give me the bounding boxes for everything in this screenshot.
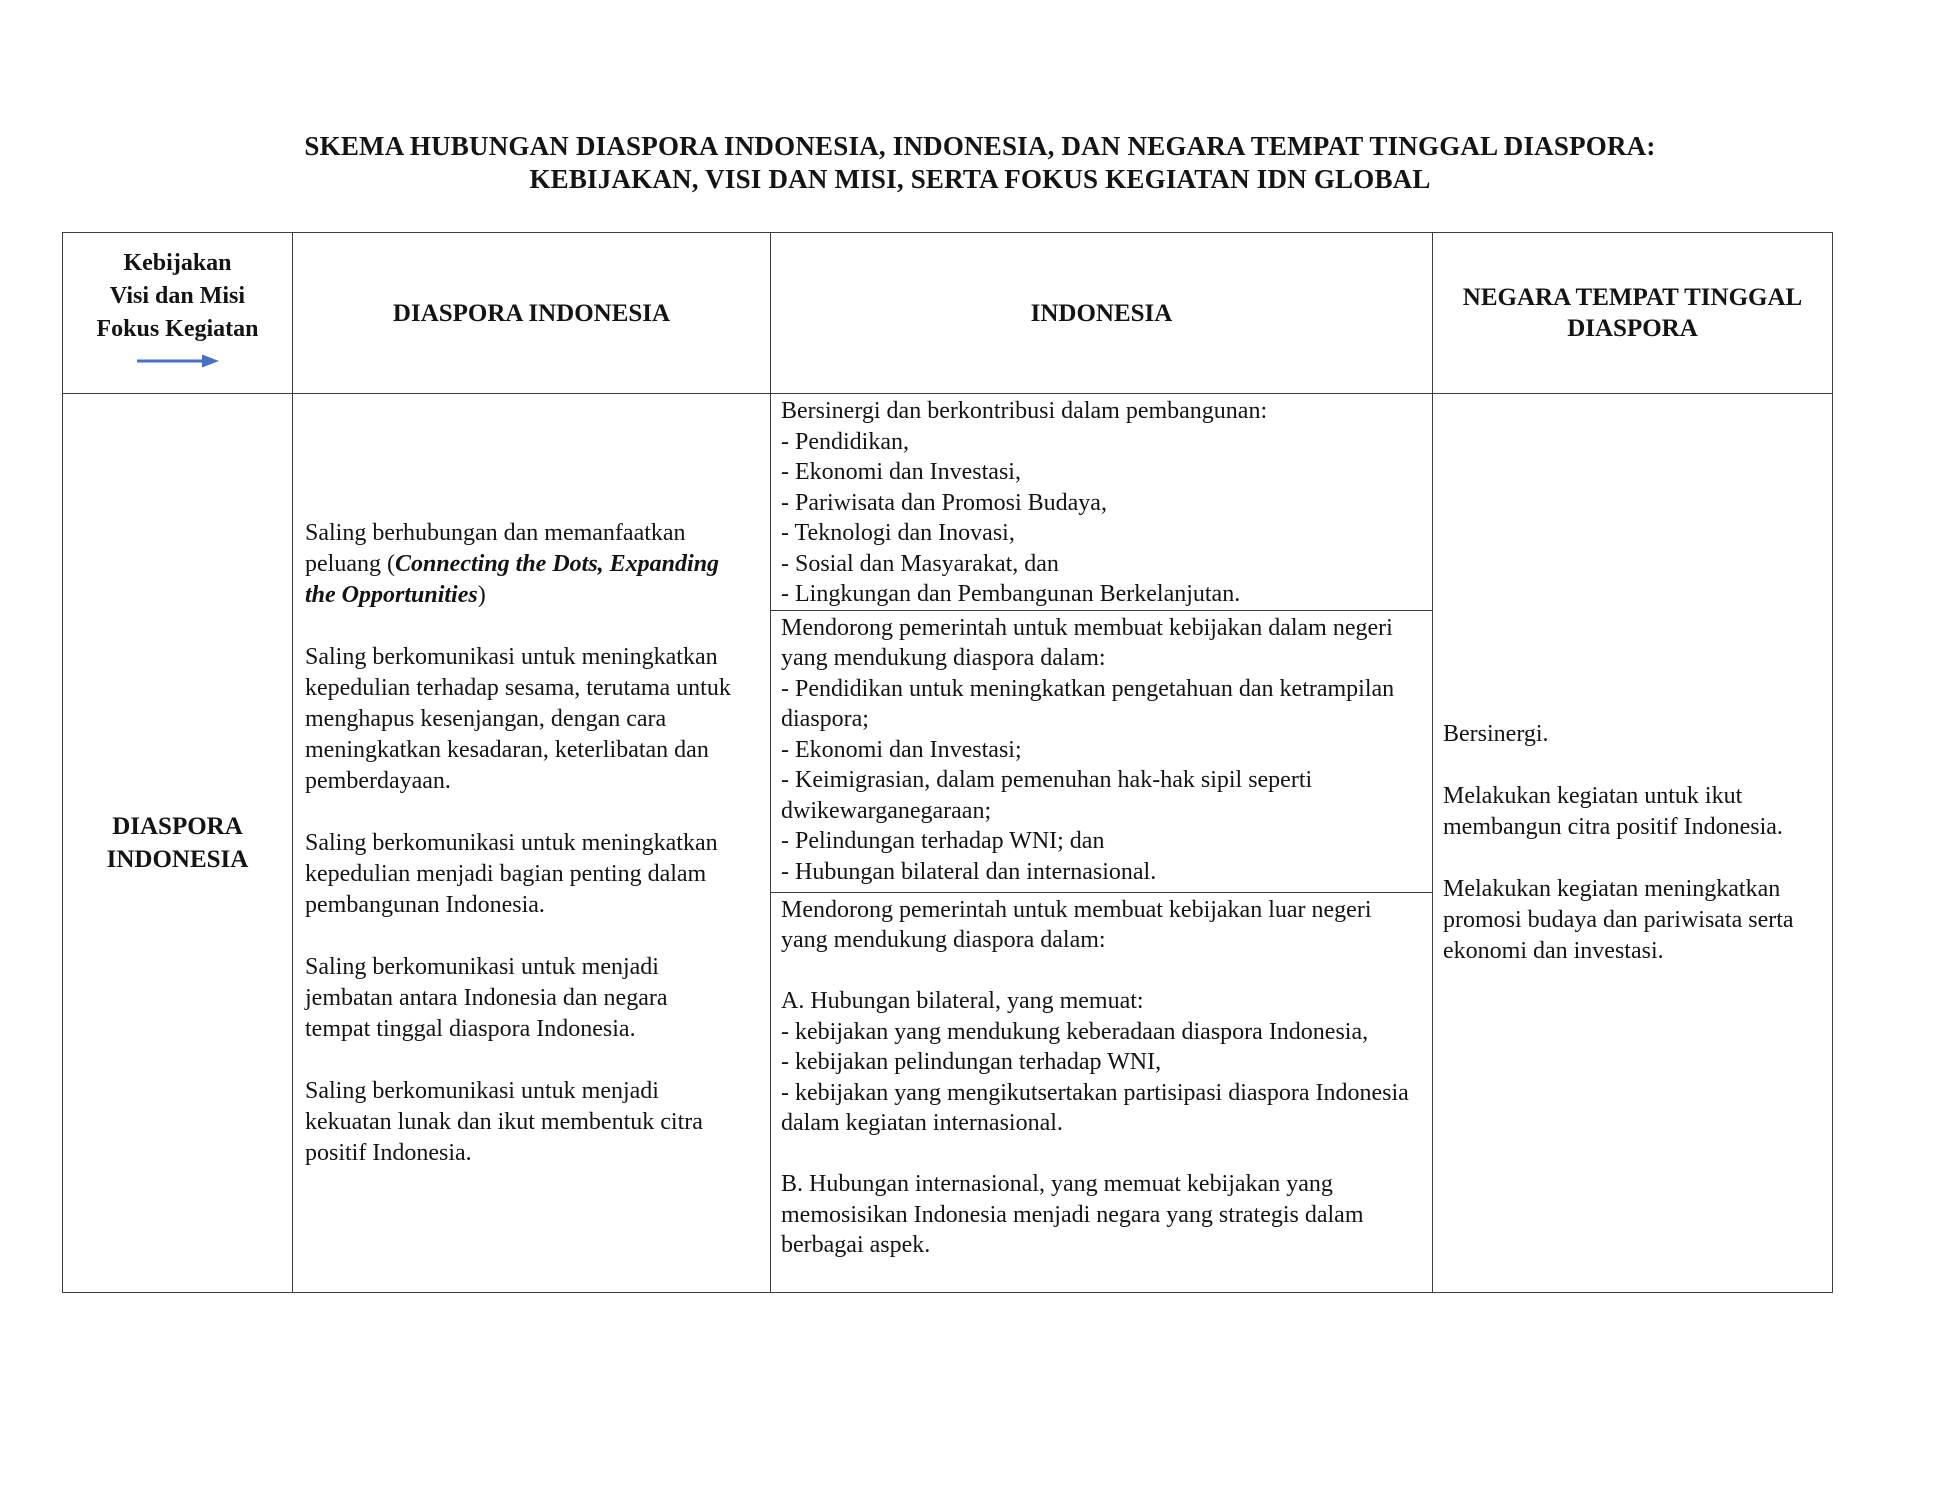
negara-paragraph-3: Melakukan kegiatan meningkatkan promosi budaya dan pariwisata serta ekonomi dan investasi. — [1443, 876, 1794, 964]
indonesia-section-pembangunan — [771, 394, 1432, 611]
list-item: - Pariwisata dan Promosi Budaya, — [781, 489, 1107, 516]
list-item: - kebijakan yang mengikutsertakan partisipasi diaspora Indonesia dalam kegiatan internasional. — [781, 1079, 1409, 1136]
table-header-row — [63, 233, 1833, 394]
header-axis-line: Fokus Kegiatan — [96, 316, 259, 342]
diaspora-paragraph-4: Saling berkomunikasi untuk menjadi jembatan antara Indonesia dan negara tempat tinggal diaspora Indonesia. — [305, 953, 668, 1042]
diaspora-p1-post: ) — [477, 581, 486, 608]
document-title-line1: SKEMA HUBUNGAN DIASPORA INDONESIA, INDONESIA, DAN NEGARA TEMPAT TINGGAL DIASPORA: — [304, 131, 1656, 161]
section3-part-b: B. Hubungan internasional, yang memuat kebijakan yang memosisikan Indonesia menjadi negara yang strategis dalam berbagai aspek. — [781, 1171, 1364, 1258]
diaspora-paragraph-1 — [305, 518, 738, 611]
diaspora-indonesia-cell — [293, 394, 771, 1293]
header-indonesia: INDONESIA — [771, 233, 1433, 394]
row-label: DIASPORA INDONESIA — [106, 813, 249, 873]
header-diaspora-indonesia: DIASPORA INDONESIA — [293, 233, 771, 394]
diaspora-paragraph-2: Saling berkomunikasi untuk meningkatkan kepedulian terhadap sesama, terutama untuk menghapus kesenjangan, dengan cara meningkatkan kesadaran, keterlibatan dan pemberdayaan. — [305, 643, 731, 794]
indonesia-cell — [771, 394, 1433, 1293]
header-axis-line: Kebijakan — [123, 250, 232, 276]
negara-paragraph-1: Bersinergi. — [1443, 721, 1549, 747]
section3-intro: Mendorong pemerintah untuk membuat kebijakan luar negeri yang mendukung diaspora dalam: — [781, 896, 1372, 953]
section3-part-a-heading: A. Hubungan bilateral, yang memuat: — [781, 988, 1144, 1014]
list-item: - Lingkungan dan Pembangunan Berkelanjutan. — [781, 581, 1241, 607]
diaspora-paragraph-5: Saling berkomunikasi untuk menjadi kekuatan lunak dan ikut membentuk citra positif Indonesia. — [305, 1077, 703, 1166]
list-item: - Ekonomi dan Investasi, — [781, 459, 1021, 485]
indonesia-section-kebijakan-luar-negeri — [771, 893, 1432, 1261]
indonesia-section-kebijakan-dalam-negeri — [771, 611, 1432, 893]
list-item: - Ekonomi dan Investasi; — [781, 736, 1022, 763]
schema-table — [62, 232, 1833, 1293]
list-item: - Sosial dan Masyarakat, dan — [781, 550, 1059, 577]
list-item: - Teknologi dan Inovasi, — [781, 520, 1015, 546]
list-item: - Pendidikan untuk meningkatkan pengetahuan dan ketrampilan diaspora; — [781, 675, 1395, 732]
diaspora-p1-pre: Saling berhubungan dan memanfaatkan peluang ( — [305, 519, 686, 577]
header-axis-line: Visi dan Misi — [109, 283, 246, 309]
negara-paragraph-2: Melakukan kegiatan untuk ikut membangun citra positif Indonesia. — [1443, 783, 1783, 840]
row-label-cell — [63, 394, 293, 1293]
list-item: - Keimigrasian, dalam pemenuhan hak-hak sipil seperti dwikewarganegaraan; — [781, 767, 1313, 824]
list-item: - kebijakan pelindungan terhadap WNI, — [781, 1049, 1162, 1075]
right-arrow-icon — [136, 353, 220, 369]
list-item: - Pelindungan terhadap WNI; dan — [781, 828, 1105, 854]
header-axis-cell — [63, 233, 293, 394]
table-body-row — [63, 394, 1833, 1293]
section1-intro: Bersinergi dan berkontribusi dalam pembangunan: — [781, 398, 1268, 424]
diaspora-p1-emphasis: Connecting the Dots, Expanding the Opportunities — [305, 550, 720, 608]
list-item: - kebijakan yang mendukung keberadaan diaspora Indonesia, — [781, 1018, 1369, 1045]
section2-intro: Mendorong pemerintah untuk membuat kebijakan dalam negeri yang mendukung diaspora dalam: — [781, 614, 1393, 671]
diaspora-paragraph-3: Saling berkomunikasi untuk meningkatkan kepedulian menjadi bagian penting dalam pembangunan Indonesia. — [305, 829, 718, 918]
list-item: - Pendidikan, — [781, 428, 909, 455]
document-title — [0, 130, 1960, 196]
document-title-line2: KEBIJAKAN, VISI DAN MISI, SERTA FOKUS KEGIATAN IDN GLOBAL — [529, 164, 1431, 194]
negara-tempat-tinggal-cell — [1433, 394, 1833, 1293]
list-item: - Hubungan bilateral dan internasional. — [781, 858, 1157, 885]
header-negara-tempat-tinggal: NEGARA TEMPAT TINGGAL DIASPORA — [1433, 233, 1833, 394]
